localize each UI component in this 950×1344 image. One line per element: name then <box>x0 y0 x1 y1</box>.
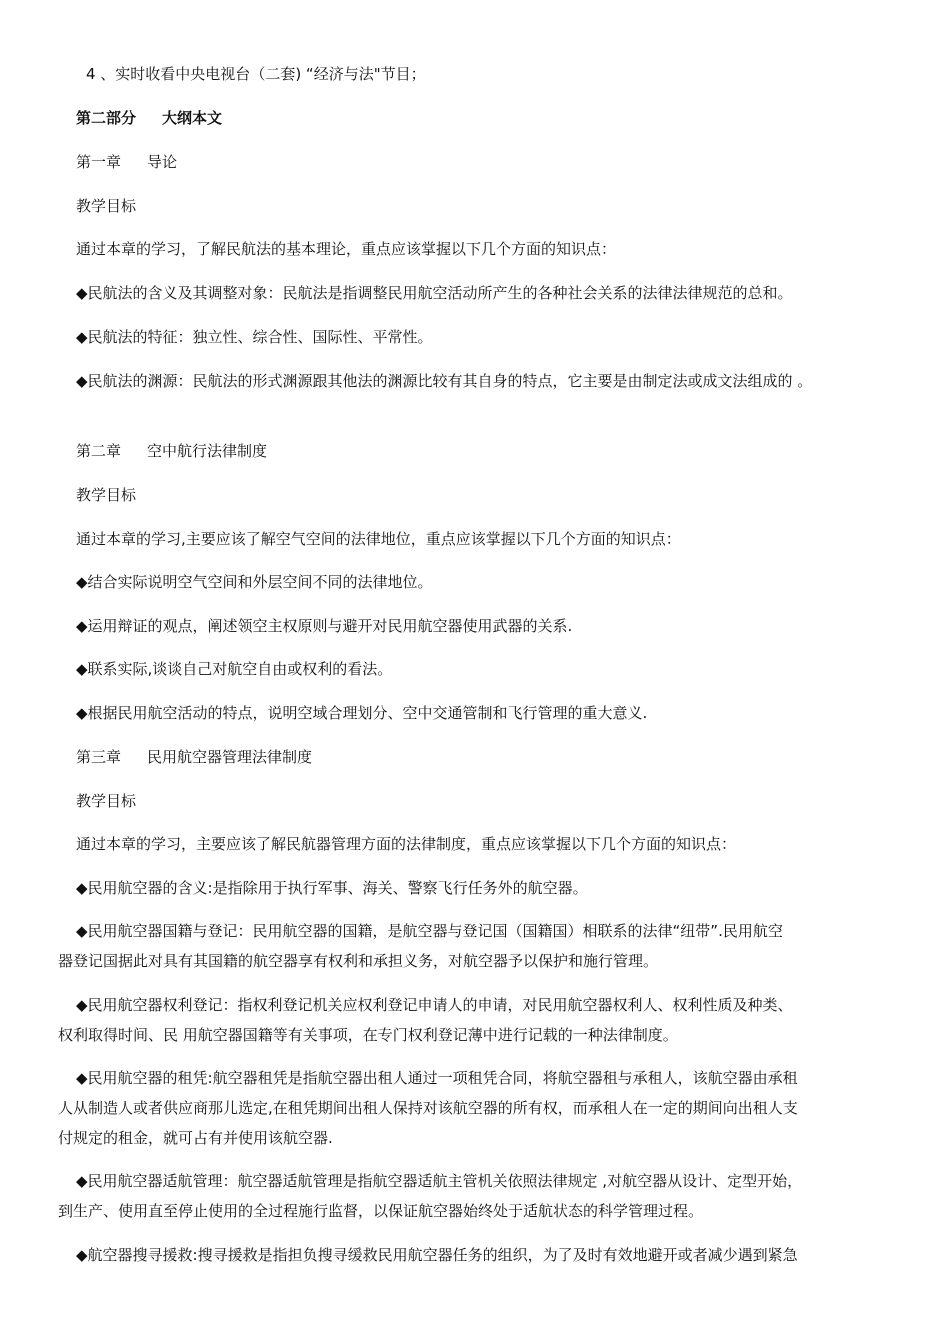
para-line: ◆民用航空器国籍与登记：民用航空器的国籍，是航空器与登记国（国籍国）相联系的法律“纽带”.民用航空 <box>76 922 783 940</box>
part-title: 大纲本文 <box>162 109 223 127</box>
chapter-title: 民用航空器管理法律制度 <box>147 748 313 766</box>
chapter-3-heading <box>76 747 312 767</box>
chapter-1-bullet-3: ◆民航法的渊源：民航法的形式渊源跟其他法的渊源比较有其自身的特点，它主要是由制定法或成文法组成的 。 <box>76 372 813 390</box>
chapter-3-para-airworthiness <box>58 1166 898 1226</box>
para-line: ◆民用航空器权利登记：指权利登记机关应权利登记申请人的申请，对民用航空器权利人、权利性质及种类、 <box>76 996 793 1014</box>
chapter-3-para-nationality <box>58 916 898 976</box>
para-line: ◆民用航空器适航管理：航空器适航管理是指航空器适航主管机关依照法律规定 ,对航空器从设计、定型开始， <box>76 1172 803 1190</box>
chapter-1-bullet-2: ◆民航法的特征：独立性、综合性、国际性、平常性。 <box>76 328 433 346</box>
chapter-3-goal-label: 教学目标 <box>76 792 137 810</box>
para-line: ◆民用航空器的租凭:航空器租凭是指航空器出租人通过一项租凭合同，将航空器租与承租人，该航空器由承租 <box>76 1069 798 1087</box>
chapter-2-bullet-1: ◆结合实际说明空气空间和外层空间不同的法律地位。 <box>76 573 433 591</box>
chapter-1-bullet-1: ◆民航法的含义及其调整对象：民航法是指调整民用航空活动所产生的各种社会关系的法律法律规范的总和。 <box>76 284 793 302</box>
chapter-2-bullet-2: ◆运用辩证的观点，阐述领空主权原则与避开对民用航空器使用武器的关系. <box>76 617 573 635</box>
chapter-2-bullet-3: ◆联系实际,谈谈自己对航空自由或权利的看法。 <box>76 660 393 678</box>
part-heading <box>76 108 222 128</box>
list-item-4: 4 、实时收看中央电视台（二套) “经济与法"节目； <box>86 65 426 83</box>
para-line: 器登记国据此对具有其国籍的航空器享有权利和承担义务，对航空器予以保护和施行管理。 <box>58 952 659 970</box>
chapter-3-para-rights <box>58 990 898 1050</box>
chapter-1-heading <box>76 152 177 172</box>
chapter-number: 第一章 <box>76 153 122 171</box>
para-line: ◆航空器搜寻援救:搜寻援救是指担负搜寻缓救民用航空器任务的组织，为了及时有效地避开或者减少遇到紧急 <box>76 1246 798 1264</box>
chapter-2-intro: 通过本章的学习,主要应该了解空气空间的法律地位，重点应该掌握以下几个方面的知识点： <box>76 530 681 548</box>
chapter-3-para-lease <box>58 1063 898 1153</box>
chapter-2-goal-label: 教学目标 <box>76 486 137 504</box>
chapter-1-goal-label: 教学目标 <box>76 197 137 215</box>
chapter-title: 空中航行法律制度 <box>147 442 268 460</box>
chapter-3-intro: 通过本章的学习，主要应该了解民航器管理方面的法律制度，重点应该掌握以下几个方面的知识点： <box>76 835 737 853</box>
chapter-2-heading <box>76 441 267 461</box>
chapter-number: 第二章 <box>76 442 122 460</box>
chapter-title: 导论 <box>147 153 178 171</box>
para-line: 到生产、使用直至停止使用的全过程施行监督，以保证航空器始终处于适航状态的科学管理过程。 <box>58 1202 704 1220</box>
chapter-3-bullet-1: ◆民用航空器的含义:是指除用于执行军事、海关、警察飞行任务外的航空器。 <box>76 879 588 897</box>
part-number: 第二部分 <box>76 109 137 127</box>
chapter-number: 第三章 <box>76 748 122 766</box>
chapter-2-bullet-4: ◆根据民用航空活动的特点，说明空域合理划分、空中交通管制和飞行管理的重大意义. <box>76 704 648 722</box>
chapter-1-intro: 通过本章的学习，了解民航法的基本理论，重点应该掌握以下几个方面的知识点： <box>76 240 617 258</box>
para-line: 权利取得时间、民 用航空器国籍等有关事项，在专门权利登记薄中进行记载的一种法律制度。 <box>58 1026 678 1044</box>
chapter-3-para-search-rescue <box>58 1240 898 1270</box>
para-line: 付规定的租金，就可占有并使用该航空器. <box>58 1129 333 1147</box>
para-line: 人从制造人或者供应商那儿选定,在租凭期间出租人保持对该航空器的所有权，而承租人在一定的期间向出租人支 <box>58 1099 798 1117</box>
